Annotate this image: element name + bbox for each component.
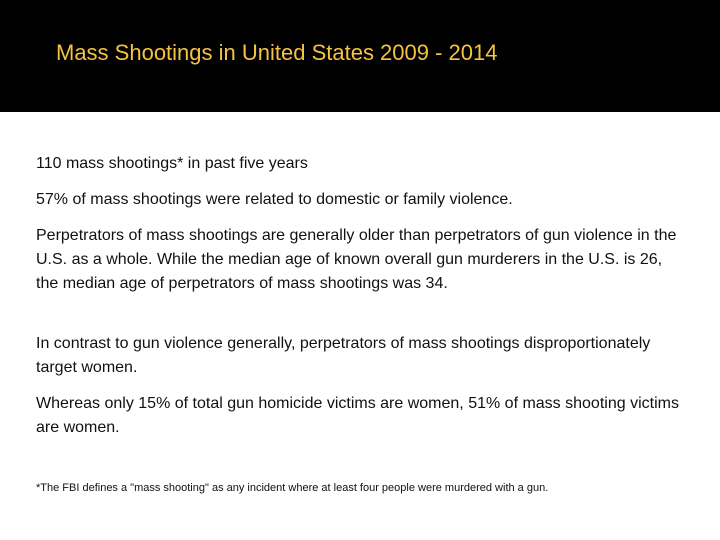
slide-title: Mass Shootings in United States 2009 - 2014 <box>56 40 498 65</box>
bullet-text: Perpetrators of mass shootings are generally older than perpetrators of gun violence in the U.S. as a whole. While the median age of known overall gun murderers in the U.S. is 26, the median age of perpetrators of mass shootings was 34. <box>36 227 677 292</box>
title-bar <box>0 0 720 112</box>
bullet-text: 57% of mass shootings were related to domestic or family violence. <box>36 191 513 208</box>
bullet-text: In contrast to gun violence generally, perpetrators of mass shootings disproportionately target women. <box>36 335 651 376</box>
bullet-text: 110 mass shootings* in past five years <box>36 155 308 172</box>
bullet-text: Whereas only 15% of total gun homicide victims are women, 51% of mass shooting victims are women. <box>36 395 679 436</box>
footnote: *The FBI defines a "mass shooting" as any incident where at least four people were murdered with a gun. <box>36 482 549 494</box>
